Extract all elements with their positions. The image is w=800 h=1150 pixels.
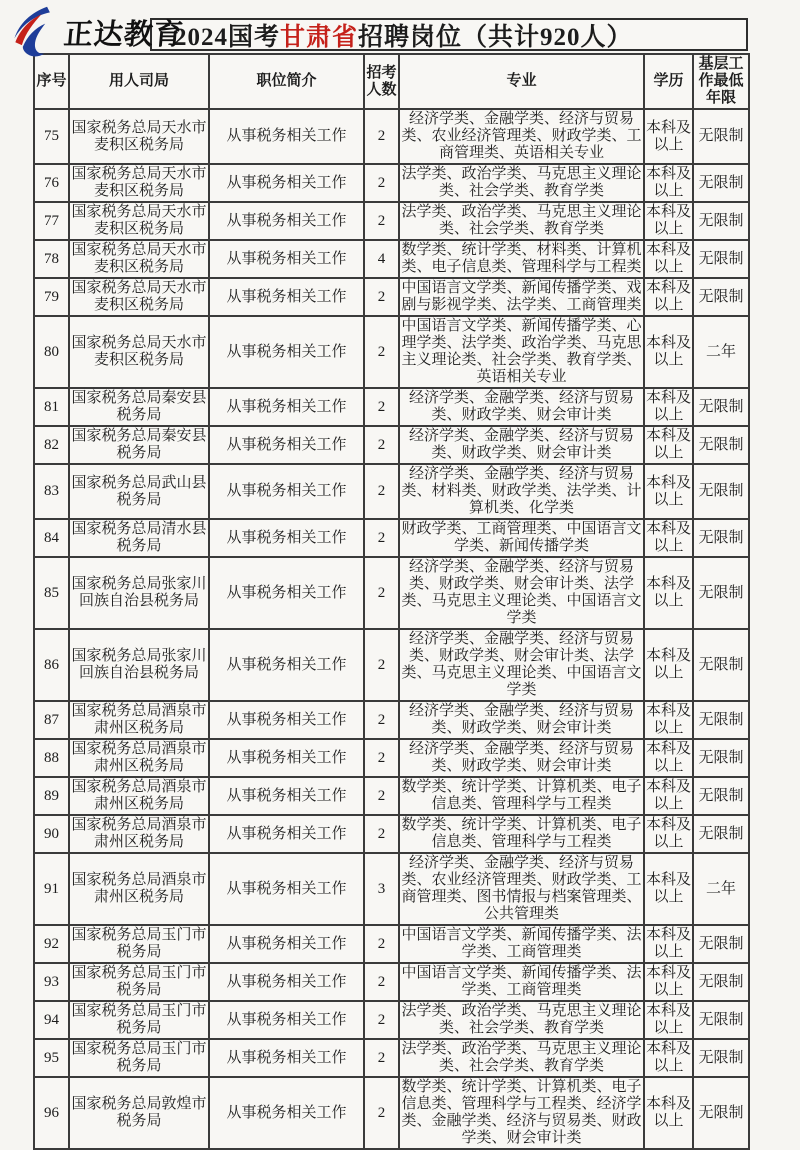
column-header-no: 序号	[34, 54, 69, 109]
cell-majors: 经济学类、金融学类、经济与贸易类、财政学类、财会审计类	[399, 701, 644, 739]
cell-job: 从事税务相关工作	[209, 853, 364, 925]
cell-count: 3	[364, 853, 399, 925]
cell-degree: 本科及以上	[644, 388, 693, 426]
cell-job: 从事税务相关工作	[209, 519, 364, 557]
table-row	[34, 815, 749, 853]
cell-years: 无限制	[693, 109, 749, 164]
cell-count: 2	[364, 1001, 399, 1039]
cell-count: 2	[364, 815, 399, 853]
table-row	[34, 925, 749, 963]
cell-job: 从事税务相关工作	[209, 464, 364, 519]
cell-no: 93	[34, 963, 69, 1001]
cell-degree: 本科及以上	[644, 164, 693, 202]
cell-count: 2	[364, 388, 399, 426]
cell-degree: 本科及以上	[644, 240, 693, 278]
title-highlight: 甘肃省	[280, 23, 359, 51]
column-header-employer: 用人司局	[69, 54, 209, 109]
table-row	[34, 519, 749, 557]
table-row	[34, 426, 749, 464]
brand-swoosh-icon	[6, 4, 62, 60]
cell-years: 无限制	[693, 202, 749, 240]
cell-degree: 本科及以上	[644, 519, 693, 557]
cell-years: 无限制	[693, 426, 749, 464]
cell-no: 82	[34, 426, 69, 464]
cell-count: 2	[364, 777, 399, 815]
cell-job: 从事税务相关工作	[209, 1039, 364, 1077]
cell-job: 从事税务相关工作	[209, 278, 364, 316]
cell-degree: 本科及以上	[644, 701, 693, 739]
cell-majors: 经济学类、金融学类、经济与贸易类、财政学类、财会审计类	[399, 388, 644, 426]
brand-logo	[6, 4, 184, 60]
cell-years: 无限制	[693, 629, 749, 701]
cell-no: 86	[34, 629, 69, 701]
cell-count: 2	[364, 519, 399, 557]
cell-years: 二年	[693, 316, 749, 388]
cell-years: 无限制	[693, 388, 749, 426]
cell-employer: 国家税务总局清水县税务局	[69, 519, 209, 557]
cell-count: 2	[364, 464, 399, 519]
cell-job: 从事税务相关工作	[209, 388, 364, 426]
cell-no: 79	[34, 278, 69, 316]
cell-no: 89	[34, 777, 69, 815]
table-row	[34, 278, 749, 316]
cell-count: 2	[364, 202, 399, 240]
cell-employer: 国家税务总局天水市麦积区税务局	[69, 109, 209, 164]
cell-years: 无限制	[693, 1039, 749, 1077]
table-row	[34, 853, 749, 925]
cell-majors: 中国语言文学类、新闻传播学类、法学类、工商管理类	[399, 925, 644, 963]
cell-years: 无限制	[693, 519, 749, 557]
cell-no: 90	[34, 815, 69, 853]
cell-majors: 财政学类、工商管理类、中国语言文学类、新闻传播学类	[399, 519, 644, 557]
cell-years: 无限制	[693, 777, 749, 815]
cell-job: 从事税务相关工作	[209, 1077, 364, 1149]
cell-job: 从事税务相关工作	[209, 1001, 364, 1039]
cell-degree: 本科及以上	[644, 739, 693, 777]
cell-majors: 中国语言文学类、新闻传播学类、心理学类、法学类、政治学类、马克思主义理论类、社会学类、教育学类、英语相关专业	[399, 316, 644, 388]
cell-degree: 本科及以上	[644, 202, 693, 240]
cell-job: 从事税务相关工作	[209, 240, 364, 278]
cell-employer: 国家税务总局秦安县税务局	[69, 426, 209, 464]
cell-count: 2	[364, 925, 399, 963]
cell-majors: 经济学类、金融学类、经济与贸易类、农业经济管理类、财政学类、工商管理类、图书情报与档案管理类、公共管理类	[399, 853, 644, 925]
title-suffix: 招聘岗位（共计920人）	[358, 23, 633, 51]
cell-years: 无限制	[693, 815, 749, 853]
cell-no: 95	[34, 1039, 69, 1077]
cell-degree: 本科及以上	[644, 777, 693, 815]
cell-years: 无限制	[693, 701, 749, 739]
cell-majors: 数学类、统计学类、计算机类、电子信息类、管理科学与工程类	[399, 815, 644, 853]
cell-employer: 国家税务总局张家川回族自治县税务局	[69, 629, 209, 701]
cell-years: 无限制	[693, 464, 749, 519]
table-body	[34, 109, 749, 1149]
page-title	[150, 18, 748, 51]
cell-no: 96	[34, 1077, 69, 1149]
cell-no: 77	[34, 202, 69, 240]
cell-count: 2	[364, 164, 399, 202]
cell-job: 从事税务相关工作	[209, 316, 364, 388]
table-row	[34, 316, 749, 388]
cell-majors: 经济学类、金融学类、经济与贸易类、财政学类、财会审计类	[399, 426, 644, 464]
cell-job: 从事税务相关工作	[209, 426, 364, 464]
cell-degree: 本科及以上	[644, 853, 693, 925]
cell-no: 94	[34, 1001, 69, 1039]
cell-degree: 本科及以上	[644, 1039, 693, 1077]
cell-majors: 数学类、统计学类、计算机类、电子信息类、管理科学与工程类、经济学类、金融学类、经济与贸易类、财政学类、财会审计类	[399, 1077, 644, 1149]
cell-employer: 国家税务总局酒泉市肃州区税务局	[69, 815, 209, 853]
cell-employer: 国家税务总局秦安县税务局	[69, 388, 209, 426]
cell-job: 从事税务相关工作	[209, 925, 364, 963]
cell-years: 二年	[693, 853, 749, 925]
table-row	[34, 109, 749, 164]
cell-employer: 国家税务总局酒泉市肃州区税务局	[69, 777, 209, 815]
cell-years: 无限制	[693, 278, 749, 316]
cell-employer: 国家税务总局玉门市税务局	[69, 925, 209, 963]
cell-no: 88	[34, 739, 69, 777]
cell-no: 80	[34, 316, 69, 388]
cell-count: 2	[364, 1077, 399, 1149]
cell-no: 84	[34, 519, 69, 557]
cell-no: 76	[34, 164, 69, 202]
cell-job: 从事税务相关工作	[209, 739, 364, 777]
table-row	[34, 240, 749, 278]
title-prefix: 2024国考	[174, 23, 281, 51]
table-row	[34, 464, 749, 519]
table-row	[34, 629, 749, 701]
cell-employer: 国家税务总局天水市麦积区税务局	[69, 240, 209, 278]
table-row	[34, 1077, 749, 1149]
cell-job: 从事税务相关工作	[209, 557, 364, 629]
cell-employer: 国家税务总局天水市麦积区税务局	[69, 316, 209, 388]
cell-years: 无限制	[693, 240, 749, 278]
table-row	[34, 701, 749, 739]
positions-table	[33, 53, 750, 1150]
cell-majors: 经济学类、金融学类、经济与贸易类、财政学类、财会审计类、法学类、马克思主义理论类、中国语言文学类	[399, 629, 644, 701]
cell-degree: 本科及以上	[644, 557, 693, 629]
cell-no: 92	[34, 925, 69, 963]
cell-employer: 国家税务总局天水市麦积区税务局	[69, 202, 209, 240]
cell-majors: 经济学类、金融学类、经济与贸易类、财政学类、财会审计类	[399, 739, 644, 777]
table-row	[34, 1039, 749, 1077]
cell-no: 75	[34, 109, 69, 164]
cell-count: 2	[364, 316, 399, 388]
cell-majors: 经济学类、金融学类、经济与贸易类、农业经济管理类、财政学类、工商管理类、英语相关专业	[399, 109, 644, 164]
cell-job: 从事税务相关工作	[209, 202, 364, 240]
cell-employer: 国家税务总局玉门市税务局	[69, 1039, 209, 1077]
cell-count: 2	[364, 701, 399, 739]
cell-job: 从事税务相关工作	[209, 629, 364, 701]
cell-degree: 本科及以上	[644, 1001, 693, 1039]
cell-degree: 本科及以上	[644, 815, 693, 853]
column-header-majors: 专业	[399, 54, 644, 109]
cell-majors: 数学类、统计学类、材料类、计算机类、电子信息类、管理科学与工程类	[399, 240, 644, 278]
cell-degree: 本科及以上	[644, 925, 693, 963]
cell-degree: 本科及以上	[644, 316, 693, 388]
cell-count: 2	[364, 426, 399, 464]
table-row	[34, 739, 749, 777]
cell-count: 2	[364, 629, 399, 701]
table-row	[34, 777, 749, 815]
cell-count: 2	[364, 109, 399, 164]
cell-majors: 经济学类、金融学类、经济与贸易类、材料类、财政学类、法学类、计算机类、化学类	[399, 464, 644, 519]
cell-employer: 国家税务总局玉门市税务局	[69, 963, 209, 1001]
cell-employer: 国家税务总局天水市麦积区税务局	[69, 164, 209, 202]
cell-no: 85	[34, 557, 69, 629]
cell-employer: 国家税务总局武山县税务局	[69, 464, 209, 519]
cell-count: 2	[364, 1039, 399, 1077]
cell-majors: 中国语言文学类、新闻传播学类、戏剧与影视学类、法学类、工商管理类	[399, 278, 644, 316]
cell-majors: 法学类、政治学类、马克思主义理论类、社会学类、教育学类	[399, 1039, 644, 1077]
table-row	[34, 1001, 749, 1039]
column-header-degree: 学历	[644, 54, 693, 109]
cell-degree: 本科及以上	[644, 963, 693, 1001]
brand-name: 正达教育	[62, 18, 186, 51]
cell-majors: 法学类、政治学类、马克思主义理论类、社会学类、教育学类	[399, 1001, 644, 1039]
table-header	[34, 54, 749, 109]
cell-years: 无限制	[693, 1001, 749, 1039]
cell-degree: 本科及以上	[644, 426, 693, 464]
cell-job: 从事税务相关工作	[209, 963, 364, 1001]
cell-employer: 国家税务总局酒泉市肃州区税务局	[69, 701, 209, 739]
cell-years: 无限制	[693, 739, 749, 777]
cell-degree: 本科及以上	[644, 109, 693, 164]
cell-majors: 法学类、政治学类、马克思主义理论类、社会学类、教育学类	[399, 202, 644, 240]
cell-years: 无限制	[693, 925, 749, 963]
cell-no: 91	[34, 853, 69, 925]
cell-employer: 国家税务总局天水市麦积区税务局	[69, 278, 209, 316]
cell-no: 81	[34, 388, 69, 426]
cell-degree: 本科及以上	[644, 464, 693, 519]
table-row	[34, 202, 749, 240]
cell-job: 从事税务相关工作	[209, 777, 364, 815]
cell-job: 从事税务相关工作	[209, 815, 364, 853]
cell-count: 2	[364, 963, 399, 1001]
cell-count: 2	[364, 739, 399, 777]
cell-count: 2	[364, 278, 399, 316]
column-header-years: 基层工作最低年限	[693, 54, 749, 109]
cell-employer: 国家税务总局张家川回族自治县税务局	[69, 557, 209, 629]
cell-degree: 本科及以上	[644, 629, 693, 701]
table-row	[34, 557, 749, 629]
cell-job: 从事税务相关工作	[209, 701, 364, 739]
cell-majors: 中国语言文学类、新闻传播学类、法学类、工商管理类	[399, 963, 644, 1001]
cell-years: 无限制	[693, 557, 749, 629]
cell-no: 87	[34, 701, 69, 739]
table-row	[34, 164, 749, 202]
cell-employer: 国家税务总局酒泉市肃州区税务局	[69, 853, 209, 925]
column-header-job: 职位简介	[209, 54, 364, 109]
cell-years: 无限制	[693, 963, 749, 1001]
cell-majors: 法学类、政治学类、马克思主义理论类、社会学类、教育学类	[399, 164, 644, 202]
table-row	[34, 963, 749, 1001]
column-header-count: 招考人数	[364, 54, 399, 109]
cell-majors: 数学类、统计学类、计算机类、电子信息类、管理科学与工程类	[399, 777, 644, 815]
cell-years: 无限制	[693, 164, 749, 202]
cell-majors: 经济学类、金融学类、经济与贸易类、财政学类、财会审计类、法学类、马克思主义理论类、中国语言文学类	[399, 557, 644, 629]
cell-employer: 国家税务总局玉门市税务局	[69, 1001, 209, 1039]
cell-employer: 国家税务总局酒泉市肃州区税务局	[69, 739, 209, 777]
header-row	[34, 54, 749, 109]
cell-no: 83	[34, 464, 69, 519]
cell-degree: 本科及以上	[644, 278, 693, 316]
cell-count: 2	[364, 557, 399, 629]
cell-job: 从事税务相关工作	[209, 109, 364, 164]
cell-degree: 本科及以上	[644, 1077, 693, 1149]
table-row	[34, 388, 749, 426]
cell-count: 4	[364, 240, 399, 278]
cell-no: 78	[34, 240, 69, 278]
cell-job: 从事税务相关工作	[209, 164, 364, 202]
cell-years: 无限制	[693, 1077, 749, 1149]
cell-employer: 国家税务总局敦煌市税务局	[69, 1077, 209, 1149]
